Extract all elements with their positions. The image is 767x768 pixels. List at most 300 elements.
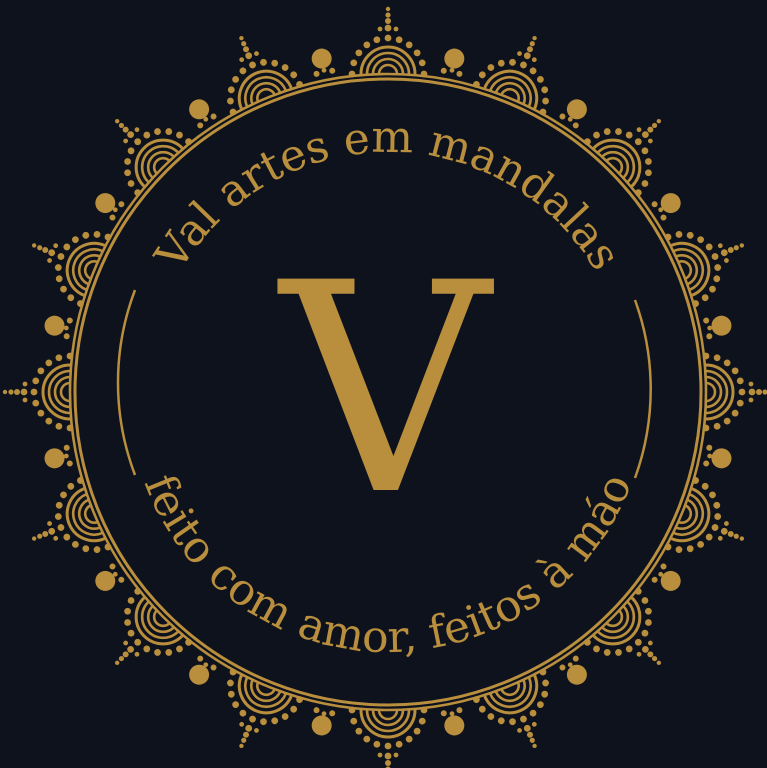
interstitial-large-dot <box>43 447 67 471</box>
petal-side-dot <box>253 727 259 733</box>
petal-dot <box>62 533 71 542</box>
interstitial-small-dot <box>66 460 73 467</box>
mandala-interstitial <box>43 444 74 471</box>
petal-dot <box>712 501 721 510</box>
petal-dot <box>31 389 38 396</box>
petal-tip-dot <box>21 389 28 396</box>
mandala-interstitial <box>558 95 591 130</box>
petal-side-dot <box>378 27 383 32</box>
petal-dot <box>373 741 380 748</box>
interstitial-large-dot <box>443 47 467 71</box>
petal-dot <box>66 482 75 491</box>
petal-dot <box>708 285 717 294</box>
interstitial-large-dot <box>185 95 213 123</box>
petal-dot <box>123 157 133 167</box>
petal-side-dot <box>23 398 28 403</box>
interstitial-small-dot <box>117 200 125 208</box>
petal-tip-dot <box>749 389 756 396</box>
interstitial-large-dot <box>43 314 67 338</box>
petal-dot <box>71 540 80 549</box>
interstitial-small-dot <box>572 654 580 662</box>
interstitial-large-dot <box>710 447 734 471</box>
petal-dot <box>686 231 695 240</box>
interstitial-large-dot <box>443 714 467 738</box>
petal-dot <box>640 179 650 189</box>
interstitial-small-dot <box>650 576 658 584</box>
interstitial-large-dot <box>185 661 213 689</box>
petal-tip-dot <box>656 660 662 666</box>
interstitial-large-dot <box>563 95 591 123</box>
petal-tip-dot <box>733 533 740 540</box>
mandala-petal <box>472 668 572 763</box>
interstitial-large-dot <box>710 314 734 338</box>
petal-dot <box>714 354 721 361</box>
mandala-petal <box>349 7 428 78</box>
petal-dot <box>126 628 136 638</box>
petal-dot <box>259 58 268 67</box>
petal-dot <box>644 168 654 178</box>
petal-tip-dot <box>239 743 245 749</box>
petal-tip-dot <box>31 243 37 249</box>
interstitial-small-dot <box>209 663 217 671</box>
interstitial-large-dot <box>91 189 119 217</box>
petal-dot <box>711 523 720 532</box>
petal-dot <box>289 705 298 714</box>
petal-tip-dot <box>114 118 120 124</box>
petal-dot <box>602 127 612 137</box>
interstitial-large-dot <box>91 567 119 595</box>
petal-dot <box>419 718 426 725</box>
petal-dot <box>289 70 298 79</box>
petal-tip-dot <box>36 244 43 251</box>
petal-side-dot <box>717 535 723 541</box>
mandala-interstitial <box>650 188 685 221</box>
inner-divider-left <box>118 290 135 475</box>
petal-side-dot <box>122 138 129 145</box>
interstitial-small-dot <box>703 460 710 467</box>
petal-tip-dot <box>385 25 392 32</box>
petal-arch <box>361 47 415 74</box>
interstitial-large-dot <box>657 567 685 595</box>
petal-dot <box>164 648 174 658</box>
brand-name-text: Val artes em mandalas <box>145 111 631 279</box>
mandala-interstitial <box>440 47 467 78</box>
petal-tip-dot <box>36 533 43 540</box>
petal-dot <box>634 638 644 648</box>
interstitial-small-dot <box>209 112 217 120</box>
petal-dot <box>281 712 290 721</box>
petal-dot <box>55 501 64 510</box>
petal-dot <box>123 618 133 628</box>
petal-dot <box>640 146 650 156</box>
interstitial-small-dot <box>66 317 73 324</box>
petal-dot <box>602 648 612 658</box>
petal-tip-dot <box>385 12 390 17</box>
interstitial-small-dot <box>659 562 667 570</box>
interstitial-large-dot <box>657 189 685 217</box>
petal-tip-dot <box>244 724 253 733</box>
petal-dot <box>153 648 163 658</box>
petal-dot <box>142 130 152 140</box>
petal-side-dot <box>46 257 52 263</box>
petal-dot <box>644 157 654 167</box>
petal-dot <box>414 728 421 735</box>
petal-side-dot <box>394 753 399 758</box>
interstitial-small-dot <box>558 663 566 671</box>
mandala-interstitial <box>184 95 217 130</box>
petal-tip-dot <box>526 45 534 53</box>
petal-arch <box>43 365 70 419</box>
petal-dot <box>385 35 392 42</box>
petal-dot <box>164 127 174 137</box>
petal-side-dot <box>531 721 537 727</box>
tagline-text: feito com amor, feitos à máo <box>133 466 643 664</box>
petal-dot <box>55 423 62 430</box>
mandala-petal <box>88 92 194 198</box>
petal-dot <box>281 63 290 72</box>
monogram-letter: V <box>280 222 490 559</box>
petal-dot <box>270 716 279 725</box>
interstitial-small-dot <box>558 112 566 120</box>
mandala-interstitial <box>309 707 336 738</box>
petal-dot <box>675 545 684 554</box>
petal-dot <box>355 49 362 56</box>
petal-side-dot <box>253 50 259 56</box>
petal-tip-dot <box>41 246 49 254</box>
petal-arch <box>373 59 403 74</box>
petal-dot <box>45 418 52 425</box>
petal-dot <box>739 389 746 396</box>
petal-dot <box>373 36 380 43</box>
petal-dot <box>478 70 487 79</box>
petal-tip-dot <box>739 243 745 249</box>
petal-side-dot <box>723 257 729 263</box>
petal-side-dot <box>53 243 59 249</box>
mandala-interstitial <box>309 47 336 78</box>
petal-dot <box>126 179 136 189</box>
petal-dot <box>37 410 44 417</box>
petal-side-dot <box>636 126 643 133</box>
petal-dot <box>126 596 136 606</box>
petal-dot <box>540 85 549 94</box>
petal-dot <box>37 367 44 374</box>
petal-dot <box>486 63 495 72</box>
petal-dot <box>66 293 75 302</box>
mandala-interstitial <box>703 313 734 340</box>
petal-tip-dot <box>739 536 745 542</box>
petal-side-dot <box>239 721 245 727</box>
petal-dot <box>724 418 731 425</box>
petal-dot <box>536 75 545 84</box>
petal-dot <box>732 410 739 417</box>
petal-dot <box>592 644 602 654</box>
mandala-petal <box>583 92 689 198</box>
petal-tip-dot <box>720 527 729 536</box>
petal-dot <box>640 596 650 606</box>
petal-dot <box>419 59 426 66</box>
petal-dot <box>508 58 517 67</box>
petal-tip-dot <box>8 389 13 394</box>
petal-dot <box>385 743 392 750</box>
petal-dot <box>519 61 528 70</box>
petal-tip-dot <box>385 18 391 24</box>
petal-side-dot <box>23 382 28 387</box>
petal-dot <box>732 367 739 374</box>
petal-dot <box>540 690 549 699</box>
petal-dot <box>708 490 717 499</box>
mandala-petal <box>17 476 112 576</box>
interstitial-small-dot <box>456 707 463 714</box>
petal-dot <box>350 718 357 725</box>
petal-arch <box>706 377 721 407</box>
petal-dot <box>231 75 240 84</box>
mandala-petal <box>664 208 759 308</box>
petal-dot <box>32 377 39 384</box>
mandala-petal <box>88 587 194 693</box>
petal-dot <box>93 545 102 554</box>
petal-side-dot <box>636 651 643 658</box>
mandala-petal <box>472 21 572 116</box>
petal-dot <box>634 137 644 147</box>
petal-tip-dot <box>3 390 7 394</box>
petal-tip-dot <box>239 35 245 41</box>
petal-dot <box>59 490 68 499</box>
petal-tip-dot <box>240 737 247 744</box>
petal-tip-dot <box>14 389 20 395</box>
interstitial-small-dot <box>117 576 125 584</box>
petal-dot <box>54 512 63 521</box>
petal-dot <box>541 97 550 106</box>
petal-dot <box>248 61 257 70</box>
petal-dot <box>737 400 744 407</box>
interstitial-small-dot <box>329 710 336 717</box>
petal-tip-dot <box>244 51 253 60</box>
petal-dot <box>640 628 650 638</box>
petal-side-dot <box>378 753 383 758</box>
mandala-interstitial <box>184 654 217 689</box>
petal-dot <box>406 41 413 48</box>
petal-side-dot <box>122 640 129 647</box>
petal-dot <box>363 41 370 48</box>
interstitial-small-dot <box>63 333 70 340</box>
mandala-interstitial <box>440 707 467 738</box>
mandala-interstitial <box>91 562 126 595</box>
petal-dot <box>705 242 714 251</box>
petal-arch <box>379 65 397 74</box>
petal-arch <box>379 710 397 719</box>
petal-dot <box>55 274 64 283</box>
petal-tip-dot <box>242 731 250 739</box>
mandala-interstitial <box>703 444 734 471</box>
petal-dot <box>713 512 722 521</box>
petal-tip-dot <box>727 246 735 254</box>
petal-dot <box>238 709 247 718</box>
petal-side-dot <box>723 520 729 526</box>
petal-tip-dot <box>532 743 538 749</box>
petal-dot <box>701 293 710 302</box>
interstitial-small-dot <box>313 707 320 714</box>
petal-tip-dot <box>523 51 532 60</box>
petal-arch <box>706 365 733 419</box>
petal-side-dot <box>749 398 754 403</box>
petal-dot <box>614 648 624 658</box>
mandala-petal <box>583 587 689 693</box>
petal-dot <box>57 252 66 261</box>
petal-dot <box>497 59 506 68</box>
petal-dot <box>175 130 185 140</box>
petal-tip-dot <box>47 248 56 257</box>
interstitial-large-dot <box>310 47 334 71</box>
petal-dot <box>592 130 602 140</box>
petal-arch <box>706 383 715 401</box>
petal-dot <box>248 715 257 724</box>
petal-side-dot <box>394 27 399 32</box>
petal-dot <box>705 533 714 542</box>
petal-dot <box>696 235 705 244</box>
petal-arch <box>361 710 415 737</box>
petal-dot <box>363 736 370 743</box>
petal-dot <box>133 137 143 147</box>
petal-dot <box>478 705 487 714</box>
petal-dot <box>713 263 722 272</box>
petal-dot <box>614 127 624 137</box>
interstitial-small-dot <box>329 67 336 74</box>
petal-side-dot <box>46 520 52 526</box>
interstitial-large-dot <box>310 714 334 738</box>
petal-tip-dot <box>529 737 536 744</box>
petal-side-dot <box>717 243 723 249</box>
mandala-interstitial <box>558 654 591 689</box>
petal-dot <box>714 423 721 430</box>
interstitial-small-dot <box>703 317 710 324</box>
petal-dot <box>227 690 236 699</box>
petal-arch <box>55 377 70 407</box>
mandala-petal <box>349 707 428 768</box>
petal-dot <box>123 606 133 616</box>
petal-dot <box>686 544 695 553</box>
petal-dot <box>45 359 52 366</box>
petal-side-dot <box>647 640 654 647</box>
petal-dot <box>226 679 235 688</box>
mandala-petal <box>664 476 759 576</box>
interstitial-small-dot <box>650 200 658 208</box>
petal-dot <box>529 709 538 718</box>
petal-dot <box>32 400 39 407</box>
interstitial-small-dot <box>63 444 70 451</box>
mandala-petal <box>703 353 767 432</box>
petal-tip-dot <box>385 753 392 760</box>
petal-tip-dot <box>114 660 120 666</box>
petal-dot <box>396 36 403 43</box>
petal-dot <box>529 66 538 75</box>
petal-dot <box>57 523 66 532</box>
mandala-interstitial <box>91 188 126 221</box>
petal-dot <box>350 59 357 66</box>
interstitial-small-dot <box>440 710 447 717</box>
petal-side-dot <box>53 535 59 541</box>
petal-dot <box>227 85 236 94</box>
petal-arch <box>373 710 403 725</box>
petal-arch <box>61 383 70 401</box>
petal-dot <box>737 377 744 384</box>
petal-dot <box>231 700 240 709</box>
petal-dot <box>238 66 247 75</box>
petal-dot <box>675 230 684 239</box>
petal-dot <box>711 252 720 261</box>
petal-side-dot <box>531 57 537 63</box>
petal-dot <box>644 618 654 628</box>
petal-dot <box>153 127 163 137</box>
petal-tip-dot <box>523 724 532 733</box>
petal-dot <box>624 130 634 140</box>
petal-tip-dot <box>727 530 735 538</box>
interstitial-small-dot <box>456 70 463 77</box>
petal-tip-dot <box>526 731 534 739</box>
mandala-petal <box>17 208 112 308</box>
petal-dot <box>62 242 71 251</box>
interstitial-small-dot <box>659 213 667 221</box>
petal-dot <box>226 97 235 106</box>
petal-tip-dot <box>240 40 247 47</box>
petal-dot <box>712 274 721 283</box>
petal-dot <box>126 146 136 156</box>
interstitial-small-dot <box>108 213 116 221</box>
mandala-petal <box>3 353 74 432</box>
petal-tip-dot <box>529 40 536 47</box>
mandala-interstitial <box>43 313 74 340</box>
petal-side-dot <box>239 57 245 63</box>
petal-side-dot <box>516 50 522 56</box>
petal-dot <box>259 717 268 726</box>
mandala-petal <box>204 668 304 763</box>
petal-dot <box>644 606 654 616</box>
petal-dot <box>71 235 80 244</box>
interstitial-small-dot <box>706 444 713 451</box>
petal-dot <box>414 49 421 56</box>
petal-tip-dot <box>386 7 390 11</box>
petal-dot <box>396 741 403 748</box>
petal-dot <box>624 644 634 654</box>
petal-side-dot <box>134 651 141 658</box>
interstitial-large-dot <box>563 661 591 689</box>
petal-side-dot <box>516 727 522 733</box>
petal-tip-dot <box>385 760 391 766</box>
petal-dot <box>541 679 550 688</box>
petal-dot <box>519 715 528 724</box>
inner-divider-right <box>635 300 651 478</box>
interstitial-small-dot <box>196 121 204 129</box>
petal-dot <box>54 263 63 272</box>
interstitial-small-dot <box>706 333 713 340</box>
interstitial-small-dot <box>108 562 116 570</box>
petal-dot <box>133 638 143 648</box>
petal-dot <box>355 728 362 735</box>
petal-tip-dot <box>532 35 538 41</box>
mandala-petal <box>204 21 304 116</box>
petal-dot <box>123 168 133 178</box>
petal-dot <box>486 712 495 721</box>
interstitial-small-dot <box>196 654 204 662</box>
petal-dot <box>270 59 279 68</box>
petal-dot <box>701 482 710 491</box>
petal-tip-dot <box>720 248 729 257</box>
petal-tip-dot <box>762 389 767 394</box>
mandala-interstitial <box>650 562 685 595</box>
petal-side-dot <box>647 138 654 145</box>
petal-dot <box>93 230 102 239</box>
petal-dot <box>175 644 185 654</box>
petal-dot <box>55 354 62 361</box>
